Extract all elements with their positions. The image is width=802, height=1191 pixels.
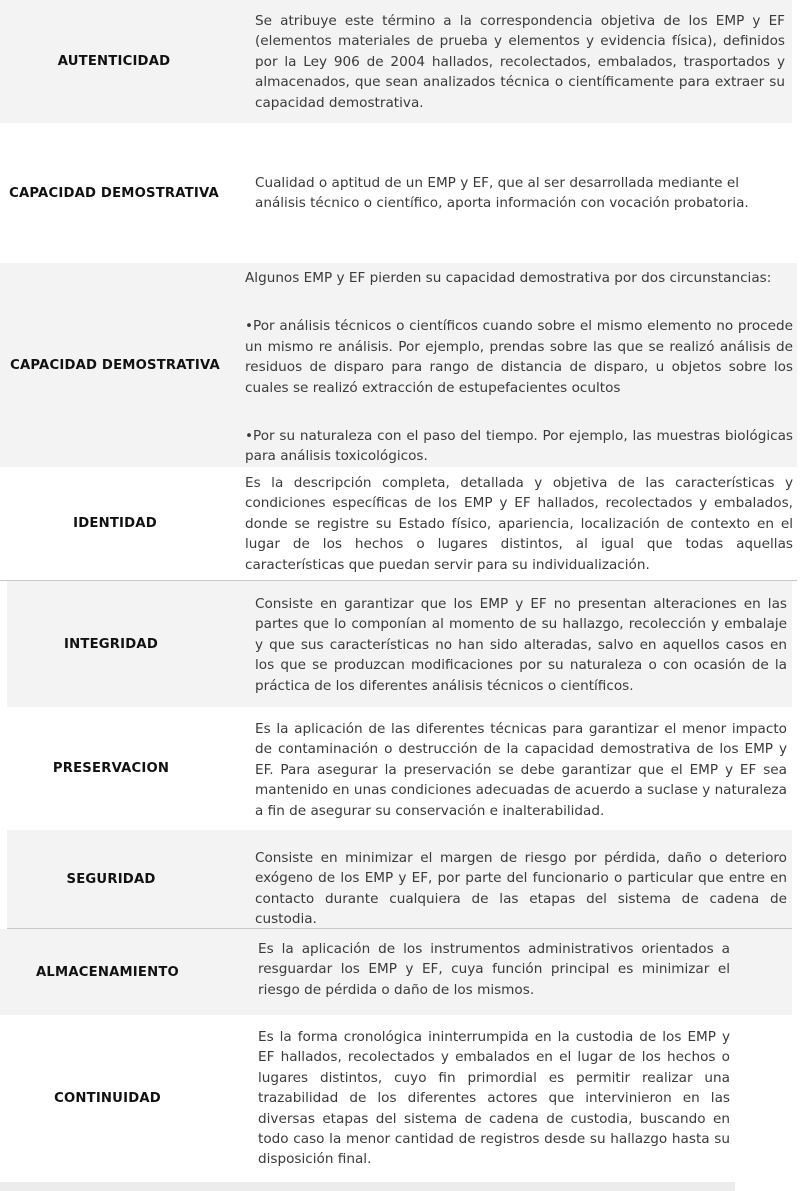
definition-text: Es la aplicación de los instrumentos administrativos orientados a resguardar los EMP y EF, cuya función principal es minimizar el riesgo de pérdida o daño de los mismos. (258, 941, 730, 998)
term-label: SEGURIDAD (66, 871, 156, 887)
term-label: CAPACIDAD DEMOSTRATIVA (9, 185, 219, 201)
term-label: ALMACENAMIENTO (36, 964, 179, 980)
paragraph: Algunos EMP y EF pierden su capacidad demostrativa por dos circunstancias: (245, 270, 772, 286)
table-row (7, 581, 792, 707)
term-label: IDENTIDAD (73, 516, 157, 531)
term-label: PRESERVACION (52, 761, 170, 776)
paragraph: •Por análisis técnicos o científicos cuando sobre el mismo elemento no procede un mismo re análisis. Por ejemplo, prendas sobre las que se realizó análisis de residuos de disparo para rango de distancia de disparo, u objetos sobre los cuales se realizó extracción de estupefacientes ocultos (245, 318, 793, 396)
definition-text: Es la aplicación de las diferentes técnicas para garantizar el menor impacto de contaminación o destrucción de la capacidad demostrativa de los EMP y EF. Para asegurar la preservación se debe garantizar que el EMP y EF sea mantenido en unas condiciones adecuadas de acuerdo a suclase y naturaleza a fin de asegurar su conservación e inalterabilidad. (255, 721, 787, 819)
definition-text: Consiste en minimizar el margen de riesgo por pérdida, daño o deterioro exógeno de los EMP y EF, por parte del funcionario o particular que entre en contacto durante cualquiera de las etapas del sistema de cadena de custodia. (255, 850, 787, 928)
table-row (0, 0, 792, 123)
term-label: CAPACIDAD DEMOSTRATIVA (10, 357, 220, 373)
term-label: INTEGRIDAD (64, 636, 158, 652)
definition-text: Consiste en garantizar que los EMP y EF no presentan alteraciones en las partes que lo componían al momento de su hallazgo, recolección y embalaje y que sus características no han sido alteradas, salvo en aquellos casos en los que se produzcan modificaciones por su naturaleza o con ocasión de la práctica de los diferentes análisis técnicos o científicos. (255, 596, 787, 694)
definition-text (245, 268, 793, 467)
table-row (0, 123, 792, 263)
table-row (7, 830, 792, 928)
table-row (7, 707, 792, 830)
definition-text: Se atribuye este término a la correspondencia objetiva de los EMP y EF (elementos materiales de prueba y elementos y evidencia física), definidos por la Ley 906 de 2004 hallados, recolectados, embalados, trasportados y almacenados, que sean analizados técnica o científicamente para extraer su capacidad demostrativa. (255, 13, 785, 111)
definition-text: Cualidad o aptitud de un EMP y EF, que al ser desarrollada mediante el análisis técnico o científico, aporta información con vocación probatoria. (255, 175, 749, 212)
paragraph: •Por su naturaleza con el paso del tiempo. Por ejemplo, las muestras biológicas para análisis toxicológicos. (245, 428, 793, 465)
definition-text: Es la descripción completa, detallada y objetiva de las características y condiciones específicas de los EMP y EF hallados, recolectados y embalados, donde se registre su Estado físico, apariencia, localización de contexto en el lugar de los hechos o lugares distintos, al igual que todas aquellas características que puedan servir para su individualización. (245, 475, 793, 573)
table-row (0, 467, 797, 580)
definition-text: Es la forma cronológica ininterrumpida en la custodia de los EMP y EF hallados, recolectados y embalados en el lugar de los hechos o lugares distintos, cuyo fin primordial es permitir realizar una trazabilidad de los diferentes actores que intervinieron en las diversas etapas del sistema de cadena de custodia, buscando en todo caso la menor cantidad de registros desde su hallazgo hasta su disposición final. (258, 1029, 730, 1168)
term-label: CONTINUIDAD (54, 1091, 161, 1106)
table-row (0, 263, 797, 467)
table-row (0, 1015, 792, 1182)
table-row (0, 929, 792, 1015)
term-label: AUTENTICIDAD (57, 54, 171, 69)
table-footer-strip (0, 1182, 735, 1191)
